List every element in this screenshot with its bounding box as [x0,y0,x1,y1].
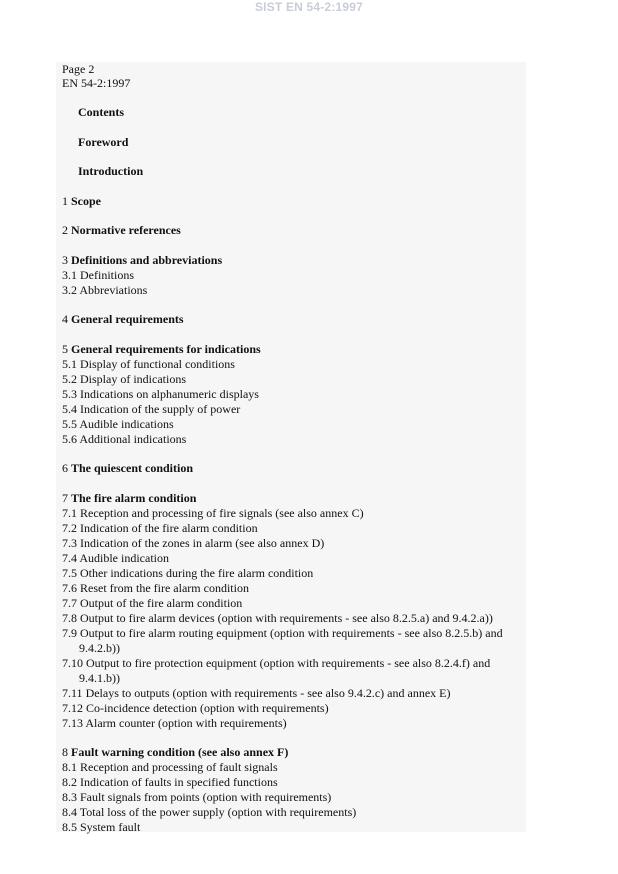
toc-subsection-title: Additional indications [79,431,187,446]
toc-subsection-number: 5.4 [62,401,77,416]
toc-subsection-entry [62,760,542,775]
toc-subsection-title: Output to fire alarm routing equipment (option with requirements - see also 8.2.5.b) and [80,625,503,640]
toc-subsection-title: Reception and processing of fire signals (see also annex C) [80,505,364,520]
toc-subsection-number: 7.10 [62,655,83,670]
toc-subsection-number: 7.4 [62,550,77,565]
toc-subsection-entry [62,402,542,417]
toc-subsection-title: Delays to outputs (option with requirements - see also 9.4.2.c) and annex E) [85,685,451,700]
toc-subsection-number: 8.2 [62,775,77,789]
toc-subsection-entry [62,611,542,626]
toc-subsection-entry [62,686,542,701]
toc-section-title: General requirements for indications [71,341,261,356]
toc-prelim-entry [62,135,542,150]
toc-subsection-title: Reception and processing of fault signals [80,760,278,774]
toc-subsection-entry [62,805,542,820]
toc-subsection-title: Indication of the zones in alarm (see also annex D) [80,535,325,550]
toc-section-number: 3 [62,252,68,267]
toc-subsection-entry [62,596,542,611]
toc-section-title: Scope [71,193,101,208]
toc-subsection-title: Abbreviations [79,282,148,297]
toc-section-title: Definitions and abbreviations [71,252,223,267]
toc-section-number: 6 [62,461,68,475]
toc-section-number: 2 [62,223,68,237]
toc-subsection-number: 8.1 [62,760,77,774]
toc-subsection-continuation: 9.4.1.b)) [79,670,120,685]
toc-subsection-title: Output of the fire alarm condition [80,595,243,610]
toc-subsection-entry [62,626,542,641]
toc-section-heading [62,253,542,268]
toc-subsection-number: 7.12 [62,700,83,715]
table-of-contents [62,105,542,835]
toc-section-heading [62,312,542,327]
toc-subsection-title: Fault signals from points (option with requirements) [80,790,332,804]
toc-subsection-number: 7.8 [62,610,77,625]
toc-section-title: The quiescent condition [71,461,194,475]
toc-subsection-number: 5.3 [62,386,77,401]
toc-subsection-title: Reset from the fire alarm condition [80,580,249,595]
toc-subsection-title: Alarm counter (option with requirements) [85,715,287,730]
toc-subsection-entry [62,372,542,387]
toc-subsection-title: Display of indications [80,371,186,386]
toc-subsection-entry [62,566,542,581]
toc-subsection-number: 7.2 [62,520,77,535]
toc-subsection-title: Output to fire alarm devices (option with requirements - see also 8.2.5.a) and 9.4.2.a)) [80,610,493,625]
toc-subsection-number: 5.2 [62,371,77,386]
toc-subsection-entry [62,432,542,447]
toc-section-heading [62,342,542,357]
toc-subsection-entry [62,417,542,432]
toc-section-title: The fire alarm condition [71,490,197,505]
toc-section-number: 8 [62,745,68,759]
toc-subsection-entry [62,551,542,566]
toc-subsection-entry [62,506,542,521]
toc-subsection-number: 7.6 [62,580,77,595]
toc-subsection-title: Output to fire protection equipment (option with requirements - see also 8.2.4.f) and [86,655,491,670]
toc-subsection-number: 7.1 [62,505,77,520]
toc-subsection-number: 5.1 [62,356,77,371]
page-header [62,62,130,90]
toc-subsection-number: 7.13 [62,715,83,730]
toc-subsection-entry [62,656,542,671]
toc-subsection-number: 7.9 [62,625,77,640]
toc-section-title: Normative references [71,223,181,237]
toc-subsection-title: Definitions [80,267,134,282]
toc-subsection-number: 7.11 [62,685,83,700]
toc-subsection-entry [62,387,542,402]
toc-subsection-entry [62,716,542,731]
toc-subsection-entry [62,790,542,805]
toc-subsection-number: 3.1 [62,267,77,282]
toc-section-heading [62,745,542,760]
toc-subsection-entry [62,775,542,790]
toc-section-number: 7 [62,490,68,505]
toc-prelim-title: Contents [78,105,125,119]
toc-subsection-number: 7.3 [62,535,77,550]
toc-subsection-title: Other indications during the fire alarm condition [80,565,314,580]
toc-subsection-number: 8.4 [62,805,77,819]
toc-prelim-entry [62,105,542,120]
toc-subsection-entry [62,283,542,298]
toc-subsection-entry [62,581,542,596]
toc-subsection-entry [62,521,542,536]
standard-number: EN 54-2:1997 [62,76,131,90]
toc-section-number: 4 [62,312,68,326]
toc-prelim-entry [62,164,542,179]
toc-section-heading [62,194,542,209]
toc-section-title: Fault warning condition (see also annex F) [71,745,289,759]
toc-subsection-entry [62,701,542,716]
toc-subsection-title: Indication of the supply of power [80,401,241,416]
toc-section-number: 1 [62,193,68,208]
toc-subsection-entry [62,820,542,835]
toc-subsection-number: 5.5 [62,416,77,431]
toc-subsection-title: Indication of faults in specified functions [80,775,278,789]
toc-subsection-title: Display of functional conditions [80,356,235,371]
toc-subsection-title: Total loss of the power supply (option with requirements) [79,805,357,819]
toc-section-heading [62,223,542,238]
toc-subsection-entry [62,268,542,283]
toc-section-number: 5 [62,341,68,356]
page-number: Page 2 [62,62,95,76]
toc-prelim-title: Foreword [78,134,129,149]
toc-section-heading [62,491,542,506]
toc-subsection-entry [62,357,542,372]
watermark: SIST EN 54-2:1997 [254,0,364,14]
toc-subsection-number: 3.2 [62,282,77,297]
toc-subsection-number: 7.5 [62,565,77,580]
toc-subsection-title: Indication of the fire alarm condition [80,520,258,535]
toc-prelim-title: Introduction [78,164,144,178]
toc-subsection-number: 8.3 [62,790,77,804]
toc-section-title: General requirements [71,312,184,326]
toc-subsection-title: System fault [80,820,141,834]
toc-subsection-number: 8.5 [62,820,77,834]
toc-section-heading [62,461,542,476]
toc-subsection-number: 7.7 [62,595,77,610]
toc-subsection-title: Co-incidence detection (option with requirements) [86,700,329,715]
toc-subsection-title: Audible indication [79,550,169,565]
toc-subsection-number: 5.6 [62,431,77,446]
toc-subsection-entry [62,536,542,551]
toc-subsection-title: Indications on alphanumeric displays [80,386,259,401]
toc-subsection-continuation: 9.4.2.b)) [79,640,120,655]
toc-subsection-title: Audible indications [79,416,174,431]
